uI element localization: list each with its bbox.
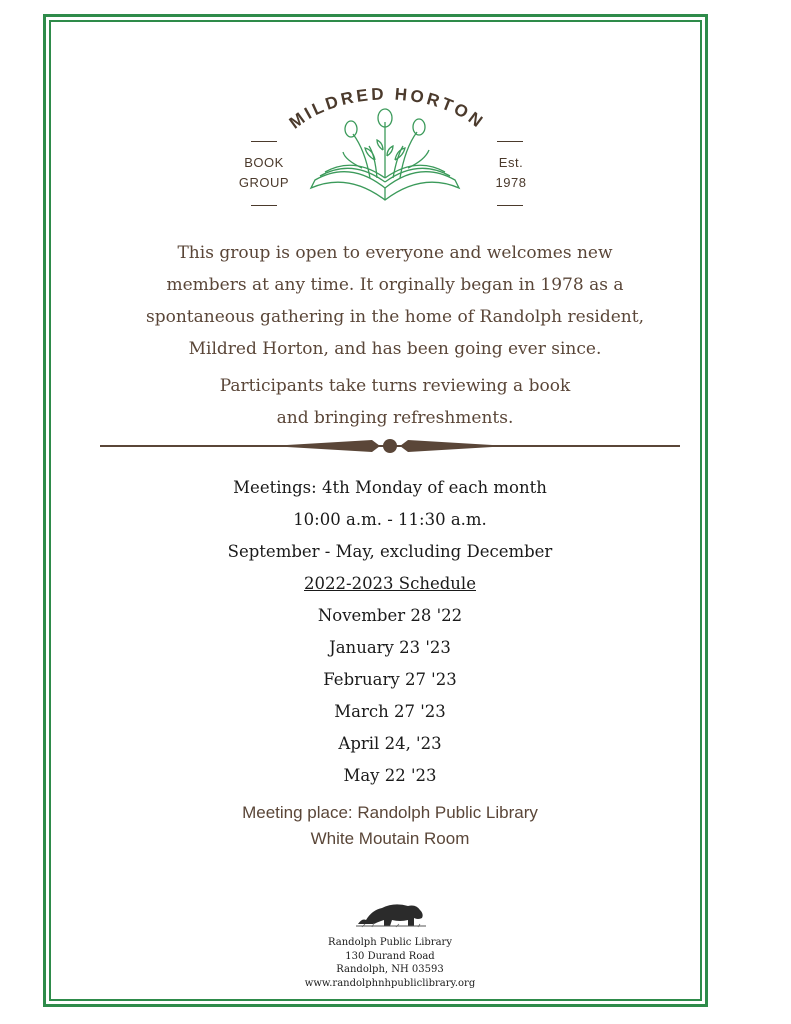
meeting-frequency: Meetings: 4th Monday of each month xyxy=(233,478,547,497)
schedule-date: May 22 '23 xyxy=(343,766,437,785)
schedule-date: February 27 '23 xyxy=(323,670,457,689)
meeting-time: 10:00 a.m. - 11:30 a.m. xyxy=(293,510,487,529)
logo-line-right-top xyxy=(497,141,523,142)
library-website: www.randolphnhpubliclibrary.org xyxy=(304,977,476,989)
logo-title: MILDRED HORTON xyxy=(285,84,489,133)
logo-line-right-bottom xyxy=(497,205,523,206)
intro-paragraph-1 xyxy=(100,237,690,365)
logo-right-line1: Est. xyxy=(498,155,524,170)
intro-line: Participants take turns reviewing a book xyxy=(219,376,571,396)
svg-text:MILDRED HORTON xyxy=(286,84,489,132)
schedule-date: November 28 '22 xyxy=(317,606,463,625)
logo-left-line1: BOOK xyxy=(244,155,284,170)
schedule-header: 2022-2023 Schedule xyxy=(304,574,476,593)
logo-right-line2: 1978 xyxy=(495,175,527,190)
logo-line-left-top xyxy=(251,141,277,142)
logo-right-text xyxy=(476,153,546,193)
schedule-date: April 24, '23 xyxy=(338,734,442,753)
library-address xyxy=(200,936,580,990)
intro-line: and bringing refreshments. xyxy=(276,408,514,428)
ornamental-divider xyxy=(100,434,680,458)
library-street: 130 Durand Road xyxy=(345,950,435,962)
logo-line-left-bottom xyxy=(251,205,277,206)
library-city: Randolph, NH 03593 xyxy=(336,964,444,975)
intro-line: spontaneous gathering in the home of Randolph resident, xyxy=(145,307,644,327)
intro-paragraph-2 xyxy=(100,370,690,434)
library-name: Randolph Public Library xyxy=(328,937,452,948)
meeting-place-line1: Meeting place: Randolph Public Library xyxy=(242,803,538,822)
bear-icon xyxy=(352,880,428,930)
intro-line: members at any time. It orginally began in 1978 as a xyxy=(166,275,624,295)
logo-left-line2: GROUP xyxy=(238,175,290,190)
intro-line: This group is open to everyone and welcomes new xyxy=(177,243,613,263)
meeting-details xyxy=(100,472,680,792)
meeting-place xyxy=(100,800,680,852)
schedule-date: March 27 '23 xyxy=(334,702,446,721)
open-book-with-flowers-icon xyxy=(311,109,459,200)
logo-left-text xyxy=(228,153,300,193)
book-group-logo xyxy=(225,60,545,220)
intro-line: Mildred Horton, and has been going ever since. xyxy=(188,339,602,359)
meeting-place-line2: White Moutain Room xyxy=(310,829,470,848)
meeting-season: September - May, excluding December xyxy=(227,542,553,561)
schedule-date: January 23 '23 xyxy=(329,638,451,657)
